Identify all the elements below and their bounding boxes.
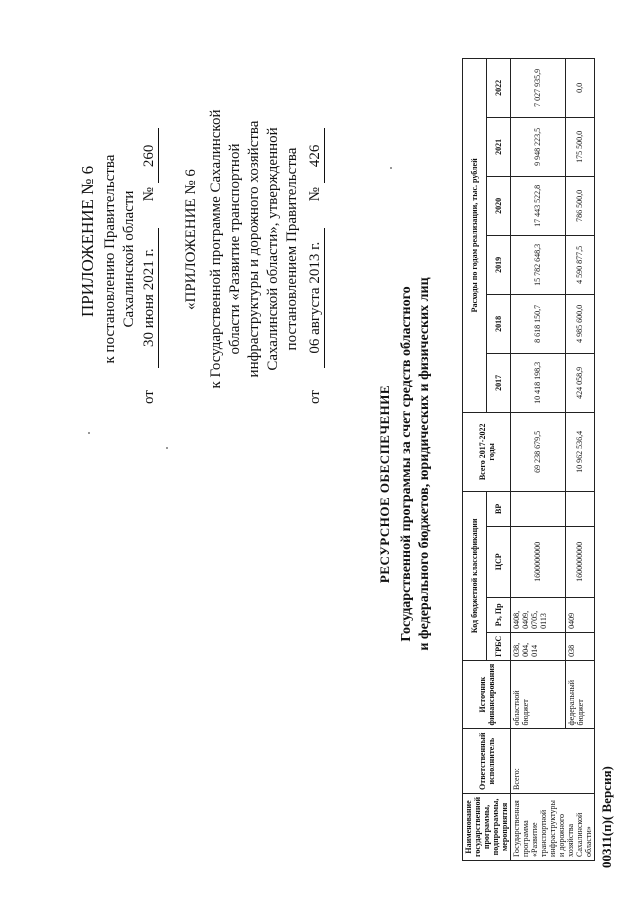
col-header-year: 2018 [487,294,511,353]
col-header-budget-code: Код бюджетной классификации [463,491,487,660]
resolution-line: к постановлению Правительства [102,154,118,364]
cell-year: 9 948 223,5 [511,117,566,176]
cell-year: 17 443 522,8 [511,176,566,235]
cell-year: 10 418 198,3 [511,353,566,412]
cell-year: 7 027 935,9 [511,58,566,117]
number-label: № [307,187,323,202]
resolution-line: Сахалинской области [121,190,137,328]
program-line: Сахалинской области», утвержденной [265,127,281,371]
col-header-rzpr: Рз, Пр [487,597,511,632]
cell-source: федеральный бюджет [565,660,594,729]
scan-speck [88,432,90,434]
ot-label: от [141,390,157,404]
number-label: № [141,187,157,202]
program-line: инфраструктуры и дорожного хозяйства [246,120,262,378]
cell-rzpr: 0409 [565,597,594,632]
col-header-expenses: Расходы по годам реализации, тыс. рублей [463,58,487,412]
scan-speck [166,447,168,449]
program-reference [207,64,302,434]
col-header-vr: ВР [487,491,511,526]
resource-table-wrap [462,58,595,861]
cell-name: Государственная программа «Развитие транспортной инфраструктуры и дорожного хозяйства Сахалинской области» [511,793,595,860]
resource-table [462,58,595,861]
prior-appendix-title: «ПРИЛОЖЕНИЕ № 6 [183,169,199,310]
cell-grbs: 038, 004, 014 [511,632,566,660]
col-header-year: 2020 [487,176,511,235]
subtitle-line: Государственной программы за счет средств областного [399,286,414,642]
cell-year: 8 618 150,7 [511,294,566,353]
cell-grbs: 038 [565,632,594,660]
cell-year: 786 500,0 [565,176,594,235]
prior-date-row [307,99,325,404]
prior-number: 426 [307,128,325,183]
table-row [511,58,566,860]
cell-vr [511,491,566,526]
cell-vr [565,491,594,526]
resolution-number: 260 [141,128,159,183]
program-line: к Государственной программе Сахалинской [208,109,224,389]
document-subtitle [398,204,434,724]
cell-year: 0,0 [565,58,594,117]
cell-total: 69 238 679,5 [511,412,566,491]
col-header-grbs: ГРБС [487,632,511,660]
ot-label: от [307,390,323,404]
col-header-year: 2019 [487,235,511,294]
cell-year: 424 058,9 [565,353,594,412]
col-header-source: Источник финансирования [463,660,511,729]
document-title: РЕСУРСНОЕ ОБЕСПЕЧЕНИЕ [377,384,392,584]
col-header-year: 2022 [487,58,511,117]
cell-year: 15 782 648,3 [511,235,566,294]
cell-year: 4 985 600,0 [565,294,594,353]
program-line: области «Развитие транспортной [227,143,243,355]
cell-rzpr: 0408, 0409, 0705, 0113 [511,597,566,632]
col-header-csr: ЦСР [487,526,511,597]
prior-date: 06 августа 2013 г. [307,228,325,368]
cell-year: 4 590 877,5 [565,235,594,294]
program-line: постановлением Правительства [284,147,300,351]
cell-responsible: Всего: [511,729,595,793]
col-header-name: Наименование государственной программы, подпрограммы, мероприятия [463,793,511,860]
resolution-date: 30 июня 2021 г. [141,228,159,368]
document-code: 00311(п)( Версия) [599,766,614,868]
appendix-title: ПРИЛОЖЕНИЕ № 6 [78,165,97,317]
cell-year: 175 500,0 [565,117,594,176]
cell-csr: 1600000000 [511,526,566,597]
cell-csr: 1600000000 [565,526,594,597]
col-header-total: Всего 2017-2022 годы [463,412,511,491]
cell-total: 10 962 536,4 [565,412,594,491]
col-header-year: 2017 [487,353,511,412]
cell-source: областной бюджет [511,660,566,729]
resolution-date-row [141,99,159,404]
subtitle-line: и федерального бюджетов, юридических и физических лиц [417,277,432,651]
resolution-reference [101,134,139,384]
scan-speck [390,167,392,169]
col-header-responsible: Ответственный исполнитель [463,729,511,793]
col-header-year: 2021 [487,117,511,176]
